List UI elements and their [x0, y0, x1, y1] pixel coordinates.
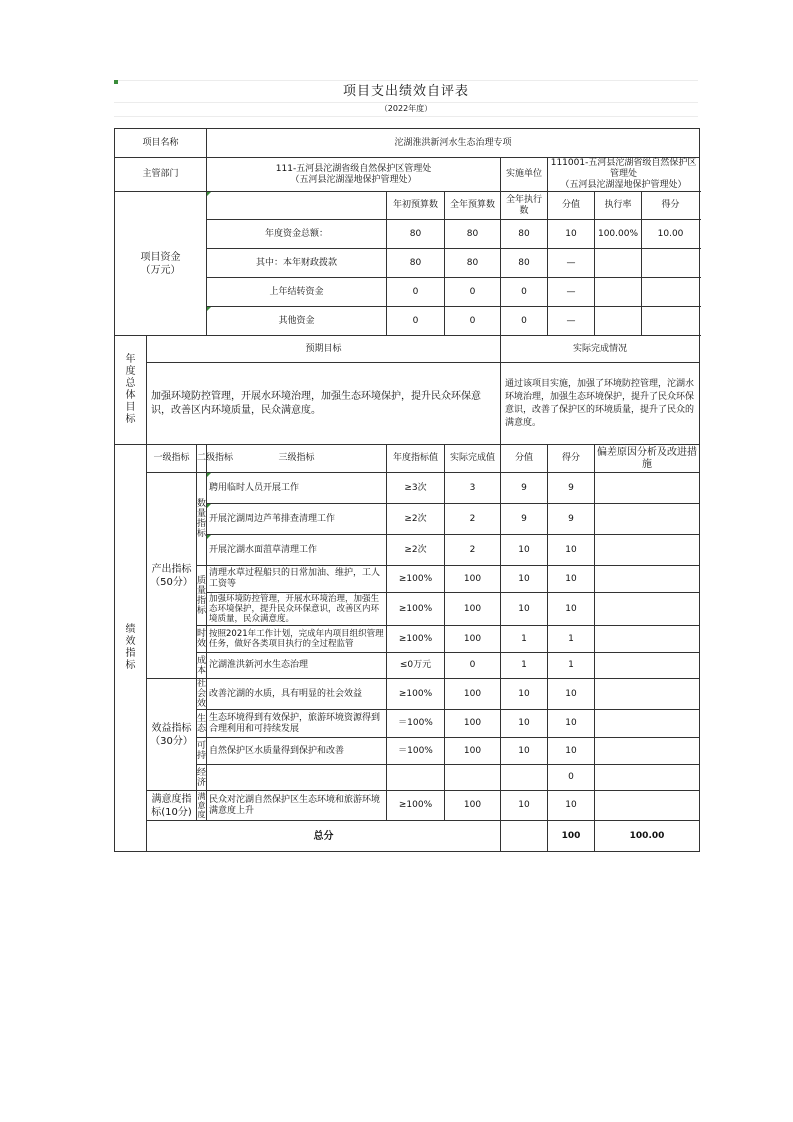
indicator-weight: 10: [501, 593, 548, 626]
funds-row-weight: —: [548, 278, 595, 307]
actual-status-text: 通过该项目实施，加强了环境防控管理，沱湖水环境治理，加强生态环境保护，提升了民众环保意识，改善了保护区的环境质量，提升了民众的满意度。: [501, 363, 700, 445]
indicator-analysis: [595, 535, 700, 566]
indicator-score: 10: [548, 738, 595, 765]
funds-row-annual: 0: [445, 307, 501, 336]
funds-row-rate: [595, 307, 642, 335]
annual-goal-label: 年 度 总 体 目 标: [115, 336, 147, 445]
level1-header: 一级指标: [147, 445, 197, 473]
indicator-weight: 10: [501, 710, 548, 738]
department-value: 111-五河县沱湖省级自然保护区管理处 （五河县沱湖湿地保护管理处）: [207, 158, 501, 192]
funds-row-rate: [595, 249, 642, 277]
funds-label: 项目资金 （万元）: [115, 192, 207, 336]
indicator-actual: 2: [445, 535, 501, 566]
indicator-score: 10: [548, 566, 595, 593]
indicator-target: ≥100%: [387, 626, 445, 653]
funds-row-initial: 0: [387, 278, 445, 307]
performance-label: 绩 效 指 标: [115, 445, 147, 852]
indicator-name: 改善沱湖的水质，具有明显的社会效益: [207, 679, 387, 710]
indicator-score: 9: [548, 473, 595, 504]
indicator-weight: [501, 765, 548, 791]
funds-row-initial: 80: [387, 220, 445, 249]
indicator-actual: 100: [445, 791, 501, 821]
indicator-actual: 100: [445, 566, 501, 593]
indicator-actual: 0: [445, 653, 501, 679]
indicator-weight: 10: [501, 679, 548, 710]
cell-marker: [207, 307, 211, 311]
indicator-analysis: [595, 710, 700, 738]
indicator-name-text: 聘用临时人员开展工作: [209, 482, 300, 493]
indicator-target: ≥3次: [387, 473, 445, 504]
self-evaluation-table: [114, 128, 700, 852]
indicator-name: 民众对沱湖自然保护区生态环境和旅游环境满意度上升: [207, 791, 387, 821]
indicator-name: [207, 765, 387, 791]
funds-row-weight: —: [548, 307, 595, 336]
indicator-name-text: 按照2021年工作计划，完成年内项目组织管理任务，做好各类项目执行的全过程监管: [209, 629, 384, 649]
indicator-weight: 1: [501, 653, 548, 679]
indicator-name: 自然保护区水质量得到保护和改善: [207, 738, 387, 765]
indicator-target: ≥100%: [387, 679, 445, 710]
funds-row-split: [595, 220, 700, 249]
funds-header-executed: 全年执行数: [501, 192, 548, 220]
cell-marker: [207, 504, 211, 508]
total-weight: 100: [548, 821, 595, 852]
indicator-analysis: [595, 593, 700, 626]
implementer-label: 实施单位: [501, 158, 548, 192]
level2-header-text: 二级指标: [197, 453, 234, 463]
indicator-weight: 1: [501, 626, 548, 653]
indicator-target: ≤0万元: [387, 653, 445, 679]
indicator-name: 生态环境得到有效保护，旅游环境资源得到合理利用和可持续发展: [207, 710, 387, 738]
page-title: 项目支出绩效自评表: [342, 84, 469, 99]
indicator-analysis: [595, 765, 700, 791]
indicator-actual: 2: [445, 504, 501, 535]
indicator-name-text: 开展沱湖水面菹草清理工作: [209, 544, 318, 555]
indicator-analysis: [595, 473, 700, 504]
indicator-actual: 100: [445, 626, 501, 653]
indicator-weight: 9: [501, 473, 548, 504]
indicator-name: [207, 473, 387, 504]
indicator-name: [207, 626, 387, 653]
indicator-analysis: [595, 791, 700, 821]
indicator-name: [207, 593, 387, 626]
indicator-score: 10: [548, 593, 595, 626]
indicator-name: [207, 535, 387, 566]
level2-timeliness: 时 效: [197, 626, 207, 653]
indicator-target: [387, 765, 445, 791]
page-subtitle: （2022年度）: [379, 104, 433, 113]
indicator-score: 10: [548, 791, 595, 821]
funds-row-label: 年度资金总额：: [207, 220, 387, 249]
target-header: 年度指标值: [387, 445, 445, 473]
project-name-label: 项目名称: [115, 129, 207, 158]
funds-row-rate: 100.00%: [595, 220, 642, 248]
funds-row-executed: 0: [501, 278, 548, 307]
funds-row-score: 10.00: [657, 228, 684, 239]
funds-row-executed: 80: [501, 249, 548, 278]
funds-row-weight: —: [548, 249, 595, 278]
indicator-score: 10: [548, 679, 595, 710]
level1-satisfaction: 满意度指 标(10分): [147, 791, 197, 821]
level3-header: 三级指标: [207, 445, 387, 473]
gridline: [114, 80, 698, 81]
funds-row-annual: 80: [445, 220, 501, 249]
indicator-target: ≥2次: [387, 535, 445, 566]
funds-row-executed: 80: [501, 220, 548, 249]
level2-quantity: 数 量 指 标: [197, 473, 207, 566]
indicator-weight: 10: [501, 738, 548, 765]
level2-header: [197, 445, 234, 473]
funds-row-executed: 0: [501, 307, 548, 336]
level1-benefit: 效益指标 （30分）: [147, 679, 197, 791]
funds-row-initial: 80: [387, 249, 445, 278]
funds-row-initial: 0: [387, 307, 445, 336]
score-header: 得分: [548, 445, 595, 473]
indicator-analysis: [595, 738, 700, 765]
total-score: 100.00: [595, 821, 700, 852]
indicator-actual: 100: [445, 738, 501, 765]
level2-social: 社 会 效: [197, 679, 207, 709]
funds-header-annual: 全年预算数: [445, 192, 501, 220]
weight-header: 分值: [501, 445, 548, 473]
funds-header-rate: 执行率: [595, 192, 642, 219]
department-label: 主管部门: [115, 158, 207, 192]
indicator-target: ＝100%: [387, 738, 445, 765]
indicator-analysis: [595, 566, 700, 593]
cell-marker: [207, 192, 211, 196]
funds-row-weight: 10: [548, 220, 595, 249]
indicator-weight: 10: [501, 791, 548, 821]
indicator-name: 沱湖淮洪新河水生态治理: [207, 653, 387, 679]
funds-row-score: [642, 278, 699, 306]
funds-row-score: [642, 307, 699, 335]
indicator-target: ≥100%: [387, 566, 445, 593]
indicator-score: 10: [548, 535, 595, 566]
funds-row-rate: [595, 278, 642, 306]
actual-header: 实际完成值: [445, 445, 501, 473]
funds-row-label: 上年结转资金: [207, 278, 387, 307]
indicator-analysis: [595, 653, 700, 679]
indicator-analysis: [595, 626, 700, 653]
level2-economic: 经 济: [197, 765, 207, 791]
indicator-actual: 100: [445, 679, 501, 710]
cell-marker: [207, 535, 211, 539]
gridline: [114, 116, 698, 117]
funds-header-score: 得分: [661, 200, 680, 210]
total-label: 总分: [147, 821, 501, 852]
indicator-analysis: [595, 679, 700, 710]
indicator-score: 1: [548, 626, 595, 653]
funds-row-label: [207, 307, 387, 336]
indicator-name: [207, 504, 387, 535]
funds-header-weight: 分值: [548, 192, 595, 220]
funds-row-label-text: 其他资金: [278, 315, 315, 326]
indicator-target: ≥100%: [387, 593, 445, 626]
indicator-target: ≥100%: [387, 791, 445, 821]
funds-row-split: [595, 278, 700, 307]
indicator-weight: 9: [501, 504, 548, 535]
level2-sustain: 可 持: [197, 738, 207, 765]
funds-row-annual: 80: [445, 249, 501, 278]
indicator-name-text: 加强环境防控管理，开展水环境治理，加强生态环境保护，提升民众环保意识，改善区内环境质量，民众满意度。: [209, 594, 380, 624]
funds-header-initial: 年初预算数: [387, 192, 445, 220]
project-name-value: 沱湖淮洪新河水生态治理专项: [207, 129, 700, 158]
indicator-weight: 10: [501, 535, 548, 566]
funds-header-split: [595, 192, 700, 220]
indicator-name: 清理水草过程船只的日常加油、维护，工人工资等: [207, 566, 387, 593]
level2-eco: 生 态: [197, 710, 207, 738]
funds-row-split: [595, 249, 700, 278]
indicator-weight: 10: [501, 566, 548, 593]
indicator-score: 10: [548, 710, 595, 738]
funds-row-split: [595, 307, 700, 336]
level2-cost: 成 本: [197, 653, 207, 679]
indicator-actual: 100: [445, 710, 501, 738]
expected-goal-text: 加强环境防控管理，开展水环境治理，加强生态环境保护，提升民众环保意识，改善区内环境质量，民众满意度。: [147, 363, 501, 445]
cell-marker: [207, 473, 211, 477]
level2-quality: 质 量 指 标: [197, 566, 207, 626]
indicator-analysis: [595, 504, 700, 535]
actual-status-header: 实际完成情况: [501, 336, 700, 363]
indicator-target: ≥2次: [387, 504, 445, 535]
indicator-actual: 3: [445, 473, 501, 504]
funds-row-label: 其中：本年财政拨款: [207, 249, 387, 278]
indicator-score: 0: [548, 765, 595, 791]
indicator-target: ＝100%: [387, 710, 445, 738]
funds-row-annual: 0: [445, 278, 501, 307]
indicator-actual: [445, 765, 501, 791]
indicator-score: 1: [548, 653, 595, 679]
level2-satisfy: 满 意 度: [197, 792, 206, 819]
funds-header-blank: [207, 192, 387, 220]
funds-row-score: [642, 249, 699, 277]
expected-goal-header: 预期目标: [147, 336, 501, 363]
level1-output: 产出指标 （50分）: [147, 473, 197, 679]
total-actual: [501, 821, 548, 852]
indicator-score: 9: [548, 504, 595, 535]
indicator-actual: 100: [445, 593, 501, 626]
implementer-value: 111001-五河县沱湖省级自然保护区管理处 （五河县沱湖湿地保护管理处）: [548, 158, 700, 192]
analysis-header: 偏差原因分析及改进措施: [595, 445, 700, 473]
indicator-name-text: 开展沱湖周边芦苇排查清理工作: [209, 513, 336, 524]
